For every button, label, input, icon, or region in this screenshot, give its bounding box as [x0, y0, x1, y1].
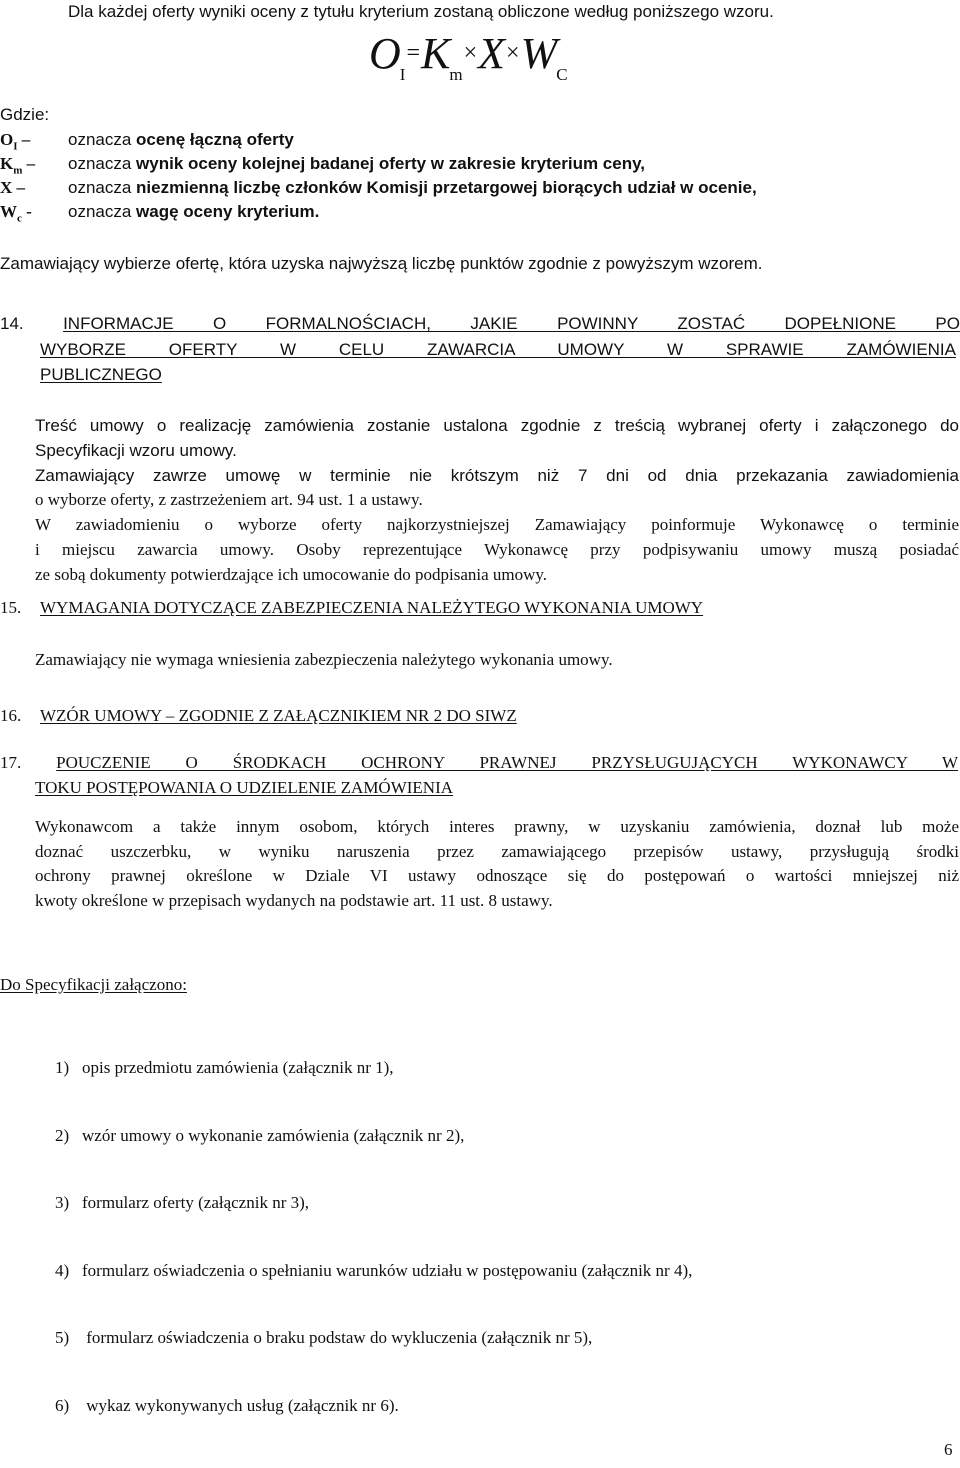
- where-label: Gdzie:: [0, 105, 50, 124]
- section-15-number: 15.: [0, 598, 22, 617]
- formula-o-sub: I: [399, 65, 405, 84]
- attachment-item: 6) wykaz wykonywanych usług (załącznik nr 6).: [55, 1395, 399, 1415]
- attachment-item: 1) opis przedmiotu zamówienia (załącznik nr 1),: [55, 1058, 394, 1077]
- formula-x: X: [478, 29, 505, 78]
- section-17-title-1: POUCZENIE O ŚRODKACH OCHRONY PRAWNEJ PRZYSŁUGUJĄCYCH WYKONAWCY W: [56, 753, 959, 772]
- section-17-paragraph: doznać uszczerbku, w wyniku naruszenia przez zamawiającego przepisów ustawy, przysługują środki: [35, 842, 959, 861]
- section-15-heading: [0, 598, 960, 618]
- formula-times-1: ×: [463, 40, 477, 66]
- formula-w: W: [520, 29, 557, 78]
- definition-text: oznacza ocenę łączną oferty: [68, 130, 294, 149]
- section-17-paragraph: Wykonawcom a także innym osobom, których interes prawny, w uzyskaniu zamówienia, doznał lub może: [35, 817, 959, 836]
- section-16-number: 16.: [0, 706, 22, 725]
- intro-text: Dla każdej oferty wyniki oceny z tytułu kryterium zostaną obliczone według poniższego wzoru.: [68, 2, 774, 21]
- section-14-paragraph: i miejscu zawarcia umowy. Osoby reprezentujące Wykonawcę przy podpisywaniu umowy muszą posiadać: [35, 540, 959, 559]
- scoring-formula: [369, 28, 567, 84]
- section-14-heading-line1: [0, 314, 960, 334]
- section-16-heading: [0, 706, 960, 726]
- section-17-number: 17.: [0, 753, 22, 772]
- section-14-heading-line3: PUBLICZNEGO: [40, 365, 162, 384]
- section-17-heading-line2: TOKU POSTĘPOWANIA O UDZIELENIE ZAMÓWIENIA: [35, 778, 454, 797]
- section-14-paragraph: Treść umowy o realizację zamówienia zostanie ustalona zgodnie z treścią wybranej oferty i załączonego do: [35, 416, 959, 435]
- attachment-item: 2) wzór umowy o wykonanie zamówienia (załącznik nr 2),: [55, 1125, 465, 1145]
- section-17-paragraph: kwoty określone w przepisach wydanych na podstawie art. 11 ust. 8 ustawy.: [35, 891, 553, 910]
- section-14-paragraph: o wyborze oferty, z zastrzeżeniem art. 94 ust. 1 a ustawy.: [35, 490, 423, 509]
- attachment-item: 5) formularz oświadczenia o braku podstaw do wykluczenia (załącznik nr 5),: [55, 1328, 593, 1347]
- section-16-title: WZÓR UMOWY – ZGODNIE Z ZAŁĄCZNIKIEM NR 2 DO SIWZ: [40, 706, 517, 725]
- definition-text: oznacza wagę oceny kryterium.: [68, 202, 320, 221]
- definition-text: oznacza niezmienną liczbę członków Komisji przetargowej biorących udział w ocenie,: [68, 178, 757, 197]
- formula-k: K: [421, 29, 450, 78]
- page-number: 6: [944, 1440, 953, 1459]
- formula-w-sub: C: [556, 65, 567, 84]
- section-17-paragraph: ochrony prawnej określone w Dziale VI ustawy odnoszące się do postępowań o wartości mniejszej niż: [35, 866, 959, 885]
- section-14-paragraph: ze sobą dokumenty potwierdzające ich umocowanie do podpisania umowy.: [35, 565, 548, 584]
- section-15-title: WYMAGANIA DOTYCZĄCE ZABEZPIECZENIA NALEŻYTEGO WYKONANIA UMOWY: [40, 598, 704, 617]
- definition-symbol: X –: [0, 178, 26, 197]
- section-14-paragraph: Specyfikacji wzoru umowy.: [35, 441, 237, 460]
- formula-eq: =: [406, 40, 419, 66]
- section-17-heading-line1: [0, 753, 958, 773]
- section-14-title-1: INFORMACJE O FORMALNOŚCIACH, JAKIE POWINNY ZOSTAĆ DOPEŁNIONE PO: [63, 314, 960, 333]
- attachment-item: 3) formularz oferty (załącznik nr 3),: [55, 1193, 310, 1212]
- section-14-number: 14.: [0, 314, 24, 333]
- definition-symbol: $K_m$ –: [0, 154, 36, 177]
- section-15-text: Zamawiający nie wymaga wniesienia zabezpieczenia należytego wykonania umowy.: [35, 650, 613, 669]
- formula-k-sub: m: [449, 65, 462, 84]
- definition-symbol: $W_c$ -: [0, 202, 32, 225]
- selection-rule-text: Zamawiający wybierze ofertę, która uzyska najwyższą liczbę punktów zgodnie z powyższym wzorem.: [0, 254, 763, 273]
- section-14-paragraph: Zamawiający zawrze umowę w terminie nie krótszym niż 7 dni od dnia przekazania zawiadomienia: [35, 466, 959, 485]
- definition-symbol: $O_I$ –: [0, 130, 31, 153]
- formula-o: O: [369, 29, 400, 78]
- section-14-paragraph: W zawiadomieniu o wyborze oferty najkorzystniejszej Zamawiający poinformuje Wykonawcę o terminie: [35, 515, 959, 534]
- section-14-heading-line2: WYBORZE OFERTY W CELU ZAWARCIA UMOWY W SPRAWIE ZAMÓWIENIA: [40, 340, 956, 359]
- attachments-title: Do Specyfikacji załączono:: [0, 975, 187, 994]
- attachments-list: [55, 1012, 692, 1440]
- definition-text: oznacza wynik oceny kolejnej badanej oferty w zakresie kryterium ceny,: [68, 154, 646, 173]
- attachment-item: 4) formularz oświadczenia o spełnianiu warunków udziału w postępowaniu (załącznik nr 4),: [55, 1260, 693, 1280]
- formula-times-2: ×: [506, 40, 519, 66]
